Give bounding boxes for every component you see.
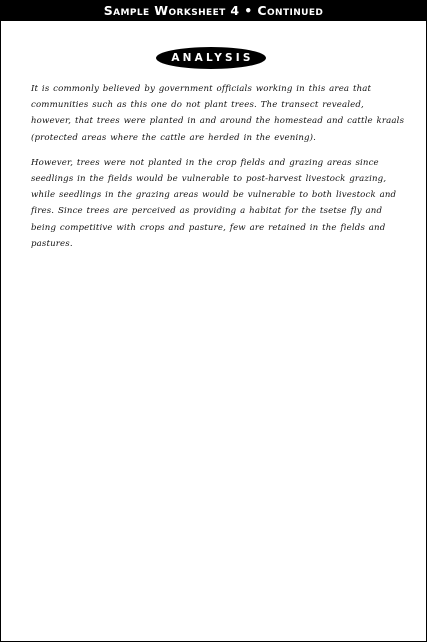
page-header-title: Sample Worksheet 4 • Continued <box>1 1 426 21</box>
analysis-paragraph: It is commonly believed by government officials working in this area that communities such as this one do not plant trees. The transect revealed, however, that trees were planted in and around the homestead and cattle kraals (protected areas where the cattle are herded in the evening). <box>31 84 405 143</box>
analysis-body <box>31 81 405 261</box>
analysis-paragraph: However, trees were not planted in the crop fields and grazing areas since seedlings in the fields would be vulnerable to post-harvest livestock grazing, while seedlings in the grazing areas would be vulnerable to both livestock and fires. Since trees are perceived as providing a habitat for the tsetse fly and being competitive with crops and pasture, few are retained in the fields and pastures. <box>31 157 397 249</box>
section-label-analysis: ANALYSIS <box>156 47 266 69</box>
